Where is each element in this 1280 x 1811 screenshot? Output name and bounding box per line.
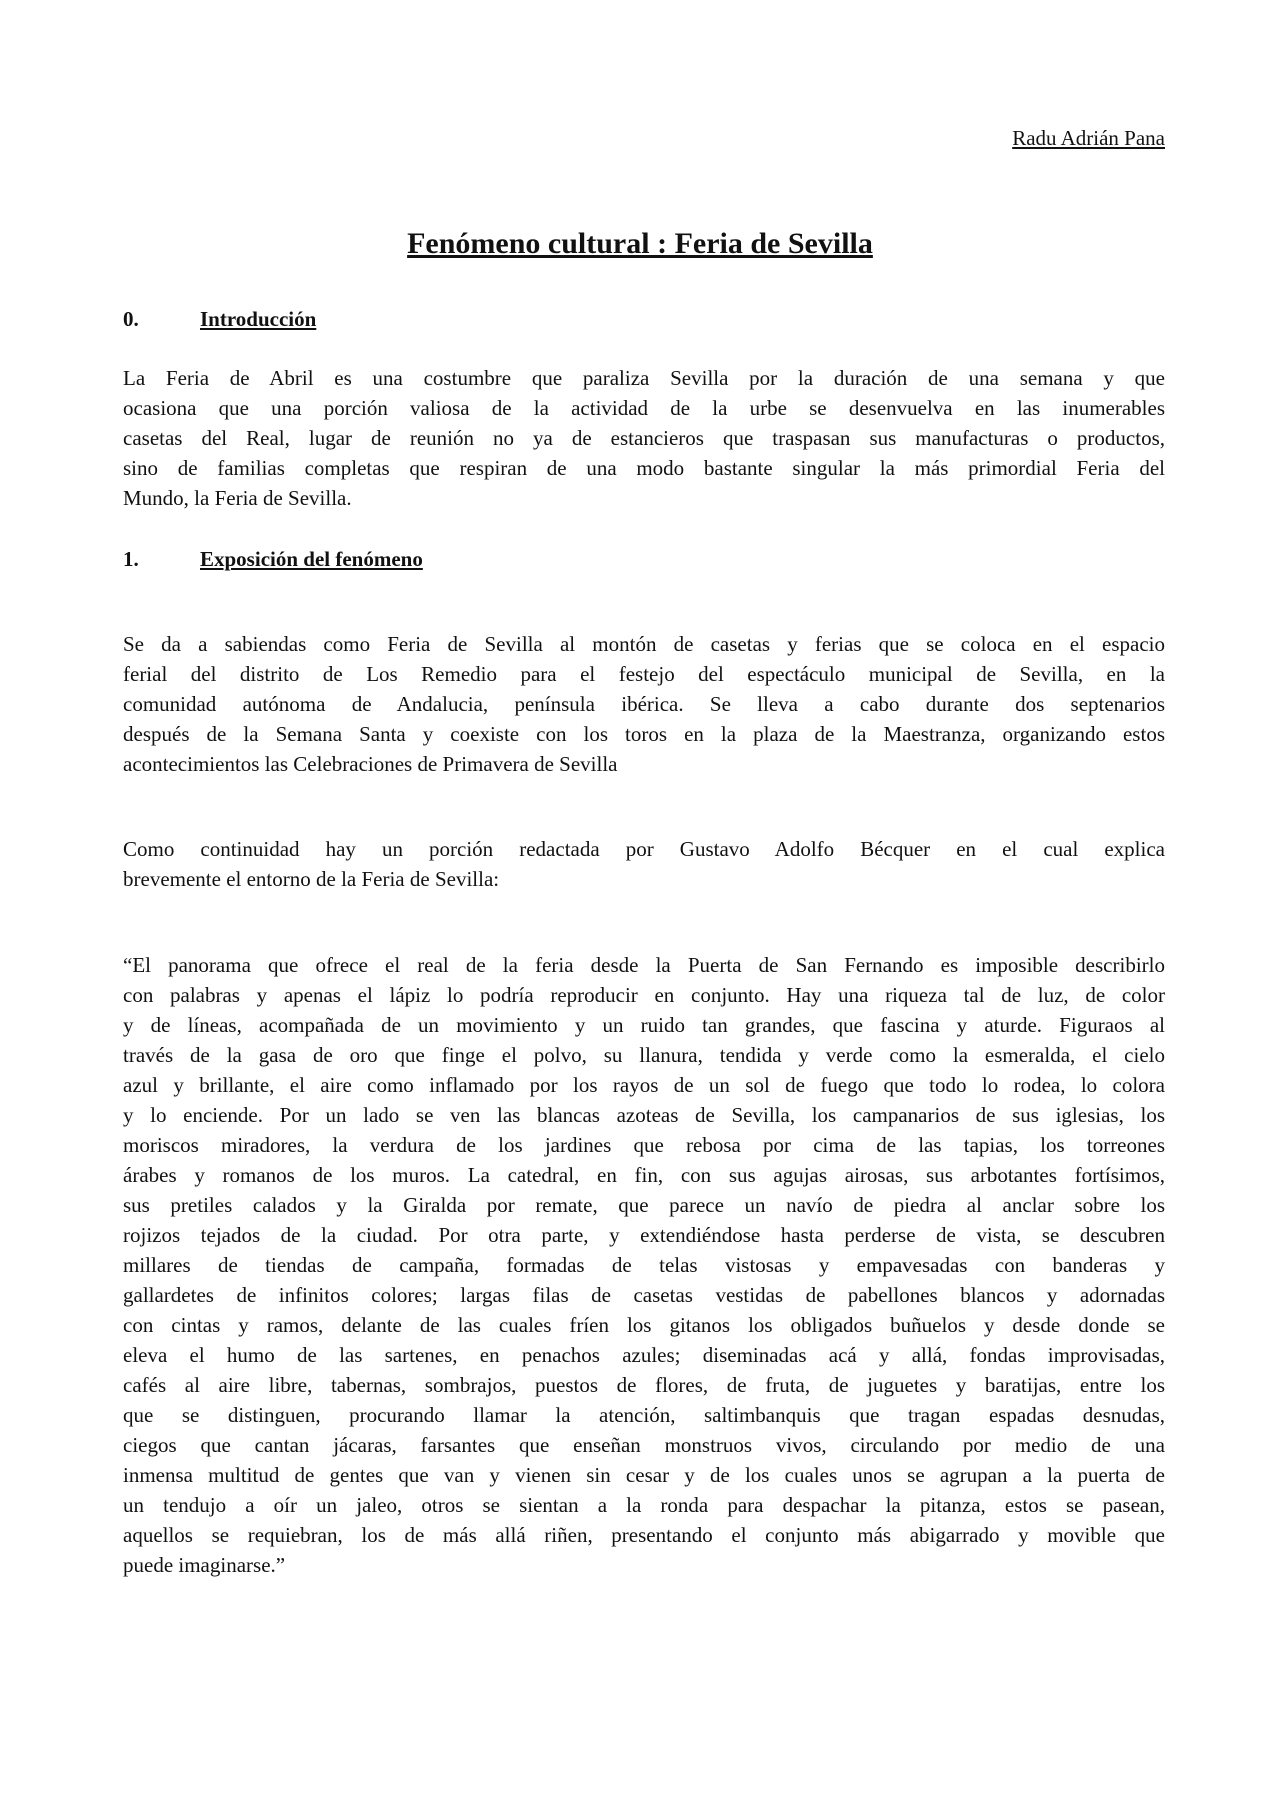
section-number: 0. <box>123 307 139 331</box>
text-line: través de la gasa de oro que finge el polvo, su llanura, tendida y verde como la esmeralda, el cielo <box>123 1043 1165 1067</box>
text-line: después de la Semana Santa y coexiste con los toros en la plaza de la Maestranza, organizando estos <box>123 722 1165 746</box>
section-heading-introduccion <box>123 304 316 334</box>
paragraph-continuity <box>123 834 1165 894</box>
section-title: Introducción <box>200 307 317 331</box>
section-title: Exposición del fenómeno <box>200 547 423 571</box>
text-line: sino de familias completas que respiran de una modo bastante singular la más primordial Feria del <box>123 456 1165 480</box>
text-line: Como continuidad hay un porción redactada por Gustavo Adolfo Bécquer en el cual explica <box>123 837 1165 861</box>
text-line: aquellos se requiebran, los de más allá riñen, presentando el conjunto más abigarrado y movible que <box>123 1523 1165 1547</box>
quote-becquer <box>123 950 1165 1580</box>
author-name: Radu Adrián Pana <box>1012 126 1165 150</box>
text-line: sus pretiles calados y la Giralda por remate, que parece un navío de piedra al anclar sobre los <box>123 1193 1165 1217</box>
document-title: Fenómeno cultural : Feria de Sevilla <box>407 227 873 260</box>
text-line: moriscos miradores, la verdura de los jardines que rebosa por cima de las tapias, los torreones <box>123 1133 1165 1157</box>
text-line: rojizos tejados de la ciudad. Por otra parte, y extendiéndose hasta perderse de vista, se descubren <box>123 1223 1165 1247</box>
text-line: árabes y romanos de los muros. La catedral, en fin, con sus agujas airosas, sus arbotantes fortísimos, <box>123 1163 1165 1187</box>
text-line: acontecimientos las Celebraciones de Primavera de Sevilla <box>123 752 618 776</box>
paragraph-intro <box>123 363 1165 513</box>
section-heading-exposicion <box>123 544 423 574</box>
text-line: ocasiona que una porción valiosa de la actividad de la urbe se desenvuelva en las inumerables <box>123 396 1165 420</box>
text-line: La Feria de Abril es una costumbre que paraliza Sevilla por la duración de una semana y que <box>123 366 1165 390</box>
text-line: ciegos que cantan jácaras, farsantes que enseñan monstruos vivos, circulando por medio de una <box>123 1433 1165 1457</box>
text-line: inmensa multitud de gentes que van y vienen sin cesar y de los cuales unos se agrupan a la puerta de <box>123 1463 1165 1487</box>
text-line: comunidad autónoma de Andalucia, península ibérica. Se lleva a cabo durante dos septenarios <box>123 692 1165 716</box>
text-line: que se distinguen, procurando llamar la atención, saltimbanquis que tragan espadas desnudas, <box>123 1403 1165 1427</box>
text-line: y lo enciende. Por un lado se ven las blancas azoteas de Sevilla, los campanarios de sus iglesias, los <box>123 1103 1165 1127</box>
text-line: puede imaginarse.” <box>123 1553 286 1577</box>
text-line: gallardetes de infinitos colores; largas filas de casetas vestidas de pabellones blancos y adornadas <box>123 1283 1165 1307</box>
text-line: ferial del distrito de Los Remedio para el festejo del espectáculo municipal de Sevilla, en la <box>123 662 1165 686</box>
text-line: con palabras y apenas el lápiz lo podría reproducir en conjunto. Hay una riqueza tal de luz, de color <box>123 983 1165 1007</box>
text-line: “El panorama que ofrece el real de la feria desde la Puerta de San Fernando es imposible describirlo <box>123 953 1165 977</box>
text-line: cafés al aire libre, tabernas, sombrajos, puestos de flores, de fruta, de juguetes y baratijas, entre los <box>123 1373 1165 1397</box>
text-line: un tendujo a oír un jaleo, otros se sientan a la ronda para despachar la pitanza, estos se pasean, <box>123 1493 1165 1517</box>
paragraph-exposition <box>123 629 1165 779</box>
text-line: brevemente el entorno de la Feria de Sevilla: <box>123 867 500 891</box>
text-line: millares de tiendas de campaña, formadas de telas vistosas y empavesadas con banderas y <box>123 1253 1165 1277</box>
text-line: con cintas y ramos, delante de las cuales fríen los gitanos los obligados buñuelos y desde donde se <box>123 1313 1165 1337</box>
text-line: azul y brillante, el aire como inflamado por los rayos de un sol de fuego que todo lo rodea, lo colora <box>123 1073 1165 1097</box>
text-line: Se da a sabiendas como Feria de Sevilla al montón de casetas y ferias que se coloca en el espacio <box>123 632 1165 656</box>
text-line: Mundo, la Feria de Sevilla. <box>123 486 352 510</box>
section-number: 1. <box>123 547 139 571</box>
text-line: casetas del Real, lugar de reunión no ya de estancieros que traspasan sus manufacturas o productos, <box>123 426 1165 450</box>
text-line: y de líneas, acompañada de un movimiento y un ruido tan grandes, que fascina y aturde. Figuraos al <box>123 1013 1165 1037</box>
text-line: eleva el humo de las sartenes, en penachos azules; diseminadas acá y allá, fondas improvisadas, <box>123 1343 1165 1367</box>
